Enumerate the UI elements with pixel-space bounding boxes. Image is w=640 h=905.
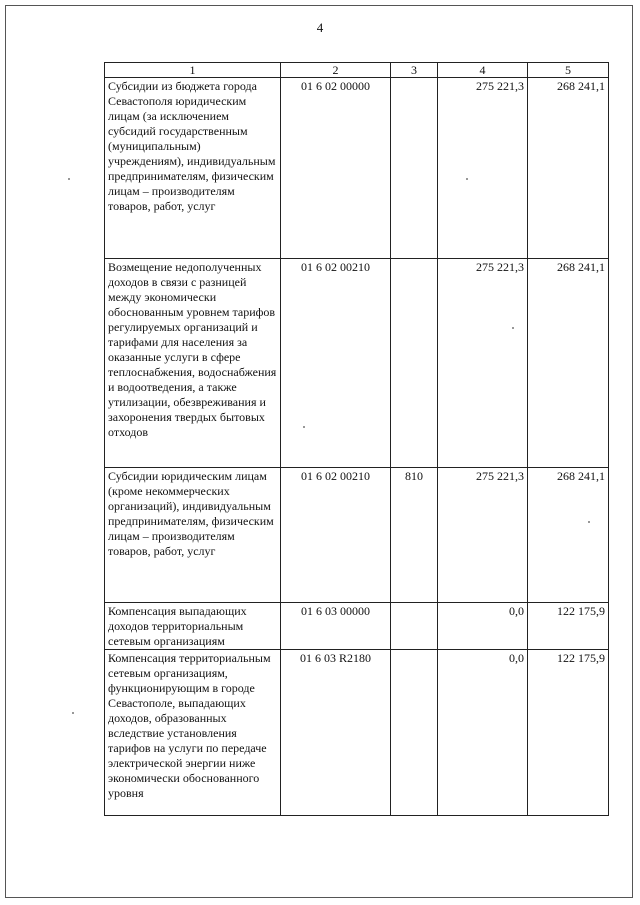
row-expense-type xyxy=(391,78,438,259)
table-row xyxy=(105,468,609,603)
column-header-3: 3 xyxy=(391,63,438,78)
row-amount-4: 275 221,3 xyxy=(438,78,528,259)
column-header-2: 2 xyxy=(281,63,391,78)
row-amount-4: 275 221,3 xyxy=(438,468,528,603)
row-expense-type xyxy=(391,603,438,650)
row-name: Субсидии юридическим лицам (кроме некоммерческих организаций), индивидуальным предпринимателям, физическим лицам – производителям товаров, работ, услуг xyxy=(105,468,281,603)
row-amount-5: 268 241,1 xyxy=(528,78,609,259)
page-number: 4 xyxy=(316,20,324,35)
table-row xyxy=(105,78,609,259)
table-row xyxy=(105,650,609,816)
row-expense-type: 810 xyxy=(391,468,438,603)
row-code: 01 6 03 R2180 xyxy=(281,650,391,816)
row-expense-type xyxy=(391,259,438,468)
scan-speck xyxy=(466,178,468,180)
row-name: Возмещение недополученных доходов в связи с разницей между экономически обоснованным уровнем тарифов регулируемых организаций и тарифами для населения за оказанные услуги в сфере теплоснабжения, водоснабжения и водоотведения, а также утилизации, обезвреживания и захоронения твердых бытовых отходов xyxy=(105,259,281,468)
scan-speck xyxy=(303,426,305,428)
table-row xyxy=(105,603,609,650)
row-name: Компенсация территориальным сетевым организациям, функционирующим в городе Севастополе, выпадающих доходов, образованных вследствие установления тарифов на услуги по передаче электрической энергии ниже экономически обоснованного уровня xyxy=(105,650,281,816)
row-amount-5: 268 241,1 xyxy=(528,259,609,468)
column-header-1: 1 xyxy=(105,63,281,78)
row-expense-type xyxy=(391,650,438,816)
column-header-4: 4 xyxy=(438,63,528,78)
row-name: Субсидии из бюджета города Севастополя юридическим лицам (за исключением субсидий государственным (муниципальным) учреждениям), индивидуальным предпринимателям, физическим лицам – производителям товаров, работ, услуг xyxy=(105,78,281,259)
row-code: 01 6 02 00210 xyxy=(281,468,391,603)
row-code: 01 6 02 00210 xyxy=(281,259,391,468)
row-name: Компенсация выпадающих доходов территориальным сетевым организациям xyxy=(105,603,281,650)
row-code: 01 6 02 00000 xyxy=(281,78,391,259)
row-amount-5: 268 241,1 xyxy=(528,468,609,603)
row-amount-5: 122 175,9 xyxy=(528,603,609,650)
scan-speck xyxy=(512,327,514,329)
row-amount-4: 275 221,3 xyxy=(438,259,528,468)
scan-speck xyxy=(68,178,70,180)
table-header-row xyxy=(105,63,609,78)
scan-speck xyxy=(588,521,590,523)
row-amount-4: 0,0 xyxy=(438,603,528,650)
table-row xyxy=(105,259,609,468)
row-amount-5: 122 175,9 xyxy=(528,650,609,816)
row-code: 01 6 03 00000 xyxy=(281,603,391,650)
budget-table xyxy=(104,62,609,816)
row-amount-4: 0,0 xyxy=(438,650,528,816)
scan-speck xyxy=(72,712,74,714)
column-header-5: 5 xyxy=(528,63,609,78)
